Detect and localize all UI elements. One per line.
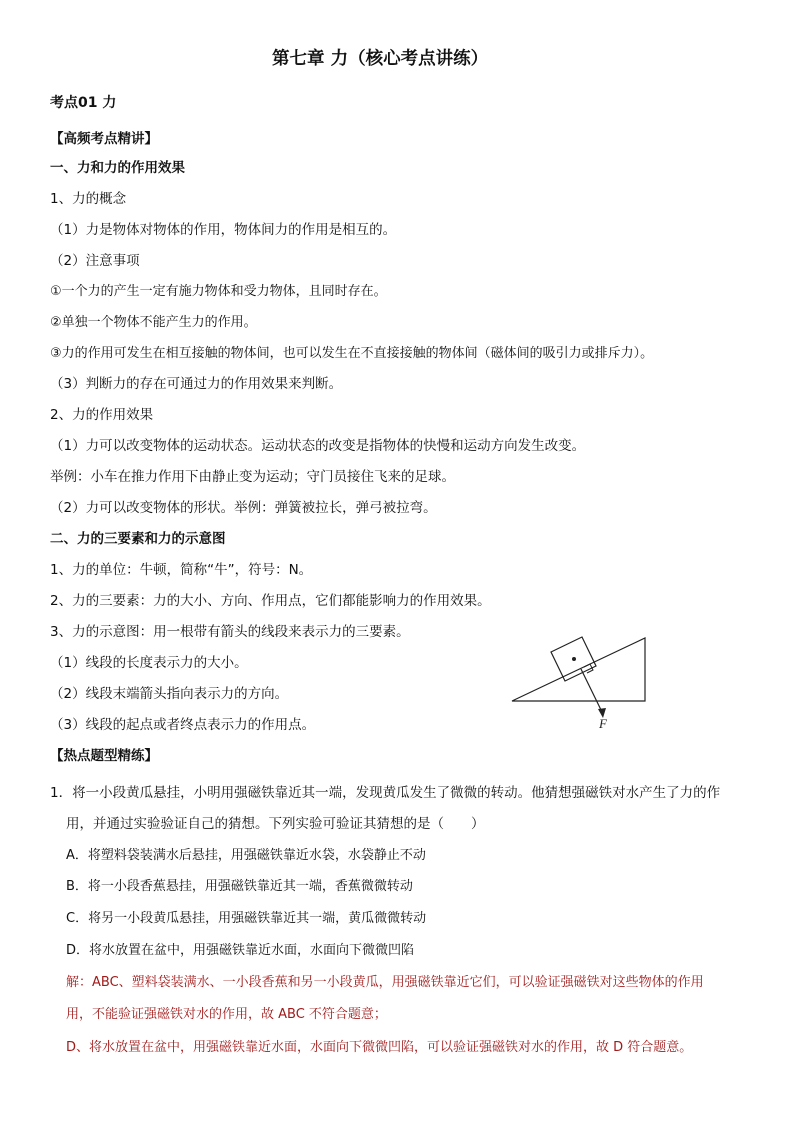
force-diagram — [508, 630, 653, 732]
text-line: （3）判断力的存在可通过力的作用效果来判断。 — [50, 376, 343, 392]
answer-line: 用，不能验证强磁铁对水的作用，故 ABC 不符合题意； — [66, 1007, 387, 1022]
text-line: （2）线段末端箭头指向表示力的方向。 — [50, 686, 289, 702]
question-line: 用，并通过实验验证自己的猜想。下列实验可验证其猜想的是（ ） — [66, 816, 485, 832]
subheading-concept: 1、力的概念 — [50, 191, 127, 207]
question-line: 1．将一小段黄瓜悬挂，小明用强磁铁靠近其一端，发现黄瓜发生了微微的转动。他猜想强磁铁对水产生了力的作 — [50, 785, 721, 801]
text-line: （2）力可以改变物体的形状。举例：弹簧被拉长，弹弓被拉弯。 — [50, 500, 437, 516]
text-line: （1）力可以改变物体的运动状态。运动状态的改变是指物体的快慢和运动方向发生改变。 — [50, 438, 586, 454]
heading-2: 二、力的三要素和力的示意图 — [50, 531, 226, 547]
text-line: 1、力的单位：牛顿，简称“牛”，符号：N。 — [50, 562, 313, 578]
force-label: F — [599, 716, 607, 731]
incline-triangle — [512, 638, 645, 701]
text-line: 2、力的三要素：力的大小、方向、作用点，它们都能影响力的作用效果。 — [50, 593, 491, 609]
text-line: ①一个力的产生一定有施力物体和受力物体，且同时存在。 — [50, 284, 387, 299]
page-title: 第七章 力（核心考点讲练） — [272, 49, 489, 69]
section-heading: 考点01 力 — [50, 95, 117, 111]
practice-heading: 【热点题型精练】 — [50, 748, 158, 764]
heading-1: 一、力和力的作用效果 — [50, 160, 185, 176]
subheading-effect: 2、力的作用效果 — [50, 407, 154, 423]
option-b: B．将一小段香蕉悬挂，用强磁铁靠近其一端，香蕉微微转动 — [66, 879, 413, 894]
text-line: 3、力的示意图：用一根带有箭头的线段来表示力的三要素。 — [50, 624, 410, 640]
text-line: ③力的作用可发生在相互接触的物体间，也可以发生在不直接接触的物体间（磁体间的吸引力或排斥力）。 — [50, 346, 654, 361]
focus-heading: 【高频考点精讲】 — [50, 131, 158, 147]
text-line: （2）注意事项 — [50, 253, 140, 269]
option-d: D．将水放置在盆中，用强磁铁靠近水面，水面向下微微凹陷 — [66, 943, 415, 958]
answer-line: 解：ABC、塑料袋装满水、一小段香蕉和另一小段黄瓜，用强磁铁靠近它们，可以验证强磁铁对这些物体的作用 — [66, 975, 704, 990]
text-line: ②单独一个物体不能产生力的作用。 — [50, 315, 257, 330]
text-line: （1）力是物体对物体的作用，物体间力的作用是相互的。 — [50, 222, 397, 238]
text-line: （1）线段的长度表示力的大小。 — [50, 655, 248, 671]
option-a: A．将塑料袋装满水后悬挂，用强磁铁靠近水袋，水袋静止不动 — [66, 848, 426, 863]
text-line: 举例：小车在推力作用下由静止变为运动；守门员接住飞来的足球。 — [50, 469, 455, 485]
force-arrow-line — [581, 669, 603, 714]
center-point — [572, 657, 576, 661]
option-c: C．将另一小段黄瓜悬挂，用强磁铁靠近其一端，黄瓜微微转动 — [66, 911, 427, 926]
text-line: （3）线段的起点或者终点表示力的作用点。 — [50, 717, 316, 733]
answer-line: D、将水放置在盆中，用强磁铁靠近水面，水面向下微微凹陷，可以验证强磁铁对水的作用，故 D 符合题意。 — [66, 1040, 693, 1055]
